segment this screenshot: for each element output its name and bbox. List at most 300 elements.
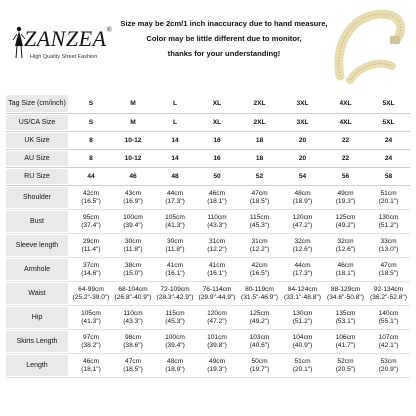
size-value: M [130,99,136,107]
inch-value: (18.9") [165,365,185,373]
inch-value: (41.7") [335,341,356,349]
row-label: Shoulder [6,187,68,208]
measurement-row [6,282,410,306]
cm-value: 76-114cm [202,285,232,293]
size-value: 2XL [253,118,266,126]
size-cell [324,150,367,168]
inch-value: (43.3") [123,317,143,325]
inch-value: (47.2") [292,221,313,229]
row-label-cell [6,354,70,378]
size-value: 16 [213,154,221,162]
inch-value: (12.2") [249,245,270,253]
note-line: thanks for your understanding! [167,49,281,58]
cm-value: 41cm [208,261,226,269]
cm-value: 30cm [124,237,142,245]
measurement-value [238,354,281,377]
inch-value: (36.2"-52.8") [370,293,407,301]
row-label-cell [6,210,70,234]
cm-value: 37cm [82,261,100,269]
size-cell [238,168,281,186]
measurement-value [70,282,112,305]
size-cell [112,168,154,186]
cm-value: 68-104cm [118,285,148,293]
cm-value: 106cm [335,333,356,341]
inch-value: (20.1") [378,197,399,205]
cm-value: 100cm [165,333,185,341]
size-value: 52 [255,172,264,180]
measurement-value [367,330,410,353]
measurement-cell [238,354,281,378]
row-label: Sleeve length [6,235,68,256]
measurement-cell [70,306,112,330]
size-value: 5XL [382,118,395,126]
inch-value: (11.8") [123,245,143,253]
size-row [6,114,410,132]
row-label: US/CA Size [6,115,68,130]
measurement-value [281,258,324,281]
measurement-cell [154,330,196,354]
note-line: Size may be 2cm/1 inch inaccuracy due to hand measure, [120,19,328,28]
measurement-cell [367,258,410,282]
measurement-value [281,282,324,305]
size-cell [281,94,324,114]
row-label: Waist [6,283,68,304]
cm-value: 48cm [294,189,311,197]
cm-value: 30cm [166,237,184,245]
inch-value: (19.7") [249,365,270,373]
cm-value: 48cm [166,357,184,365]
size-row [6,94,410,114]
inch-value: (39.4") [165,341,185,349]
size-value: 46 [129,172,137,180]
row-label: Armhole [6,259,68,280]
measurement-value [196,258,238,281]
measurement-value [70,258,112,281]
measurement-value [324,210,367,233]
cm-value: 44cm [294,261,311,269]
measurement-cell [70,234,112,258]
size-value: 3XL [296,118,309,126]
row-label: Hip [6,307,68,328]
inch-value: (29.9"-44.9") [198,293,236,301]
inch-value: (45.3") [249,221,270,229]
inch-value: (19.3") [207,365,227,373]
measurement-value [112,306,154,329]
header [6,4,410,92]
measurement-cell [112,354,154,378]
inch-value: (11.8") [165,245,185,253]
row-label: AU Size [6,151,68,166]
size-value: 10-12 [124,136,142,144]
measurement-cell [154,234,196,258]
size-cell [154,114,196,132]
measurement-value [281,186,324,209]
size-row [6,168,410,186]
inch-value: (42.1") [378,341,399,349]
size-cell [154,132,196,150]
measurement-cell [281,258,324,282]
size-value: 4XL [339,99,352,107]
size-value: 18 [255,154,264,162]
measurement-value [112,258,154,281]
cm-value: 46cm [337,261,354,269]
measurement-cell [324,234,367,258]
cm-value: 42cm [82,189,100,197]
brand-logo [8,20,118,80]
cm-value: 43cm [124,189,142,197]
row-label-cell [6,306,70,330]
size-cell [281,132,324,150]
measurement-value [367,234,410,257]
cm-value: 31cm [251,237,268,245]
inch-value: (13.0") [378,245,399,253]
inch-value: (15.0") [123,269,143,277]
size-cell [196,94,238,114]
size-value: 24 [384,136,393,144]
size-value: 56 [341,172,350,180]
measurement-value [154,210,196,233]
measurement-cell [70,186,112,210]
measurement-cell [196,186,238,210]
measuring-tape-icon [330,6,408,84]
size-value: 8 [89,154,93,162]
inch-value: (16.1") [207,269,227,277]
cm-value: 104cm [292,333,313,341]
measurement-value [154,306,196,329]
cm-value: 130cm [378,213,399,221]
size-value: 2XL [253,99,266,107]
size-value: 5XL [382,99,395,107]
measurement-cell [238,210,281,234]
measurement-value [154,234,196,257]
size-cell [196,132,238,150]
measurement-value [281,354,324,377]
row-label-cell [6,114,70,132]
inch-value: (17.3") [165,197,185,205]
size-cell [70,168,112,186]
measurement-cell [196,306,238,330]
measurement-value [196,306,238,329]
inch-value: (39.4") [123,221,143,229]
size-value: 48 [171,172,179,180]
row-label: Length [6,355,68,376]
measurement-value [367,258,410,281]
measurement-cell [196,258,238,282]
measurement-value [112,186,154,209]
inch-value: (18.1") [207,197,227,205]
measurement-value [112,282,154,305]
row-label: Bust [6,211,68,232]
size-cell [367,150,410,168]
inch-value: (11.4") [81,245,101,253]
size-value: XL [212,118,222,126]
size-value: 14 [171,136,179,144]
size-cell [196,150,238,168]
row-label: RU Size [6,169,68,184]
inch-value: (37.4") [81,221,101,229]
cm-value: 100cm [123,213,143,221]
size-value: 44 [87,172,95,180]
measurement-value [112,234,154,257]
measurement-cell [324,258,367,282]
measurement-value [238,234,281,257]
size-value: 3XL [296,99,309,107]
size-cell [324,114,367,132]
size-cell [70,150,112,168]
measurement-row [6,210,410,234]
cm-value: 95cm [82,213,100,221]
measurement-row [6,234,410,258]
cm-value: 120cm [207,309,227,317]
measurement-cell [367,210,410,234]
size-cell [70,94,112,114]
measurement-value [154,186,196,209]
inch-value: (18.9") [292,197,313,205]
measurement-row [6,258,410,282]
brand-tagline: High Quality Street Fashion [30,54,98,60]
measurement-value [281,330,324,353]
cm-value: 80-119cm [245,285,274,293]
measurement-row [6,306,410,330]
cm-value: 49cm [208,357,226,365]
size-value: 14 [171,154,179,162]
measurement-cell [196,282,238,306]
size-cell [324,94,367,114]
measurement-value [238,258,281,281]
cm-value: 125cm [335,213,356,221]
size-cell [367,114,410,132]
measurement-value [324,186,367,209]
inch-value: (39.8") [207,341,227,349]
measurement-value [238,282,281,305]
size-cell [112,114,154,132]
size-cell [154,94,196,114]
inch-value: (28.3"-42.9") [156,293,194,301]
measurement-cell [238,186,281,210]
measurement-cell [324,210,367,234]
measurement-cell [281,186,324,210]
inch-value: (20.9") [378,365,399,373]
measurement-notes [114,16,334,61]
inch-value: (26.8"-40.9") [114,293,152,301]
measurement-cell [367,306,410,330]
measurement-cell [281,210,324,234]
cm-value: 42cm [251,261,268,269]
measurement-value [367,282,410,305]
cm-value: 33cm [380,237,397,245]
cm-value: 46cm [82,357,100,365]
measurement-value [238,210,281,233]
measurement-value [70,354,112,377]
inch-value: (16.9") [123,197,143,205]
measurement-row [6,354,410,378]
cm-value: 41cm [166,261,184,269]
size-value: 16 [213,136,221,144]
measurement-value [112,330,154,353]
measurement-cell [70,354,112,378]
measurement-value [367,210,410,233]
measurement-cell [281,234,324,258]
cm-value: 47cm [124,357,142,365]
size-cell [367,94,410,114]
measurement-cell [112,186,154,210]
row-label: UK Size [6,133,68,148]
measurement-value [238,306,281,329]
cm-value: 72-109cm [160,285,190,293]
measurement-value [112,354,154,377]
inch-value: (12.6") [292,245,313,253]
size-value: 58 [384,172,393,180]
cm-value: 64-99cm [78,285,104,293]
cm-value: 88-129cm [330,285,361,293]
size-cell [196,114,238,132]
inch-value: (49.2") [335,221,356,229]
cm-value: 107cm [378,333,399,341]
measurement-value [154,282,196,305]
size-value: 10-12 [124,154,142,162]
measurement-value [154,330,196,353]
measurement-value [196,354,238,377]
measurement-cell [70,258,112,282]
measurement-value [281,210,324,233]
inch-value: (41.3") [81,317,101,325]
size-value: XL [212,99,222,107]
measurement-value [196,186,238,209]
measurement-cell [70,330,112,354]
inch-value: (53.1") [335,317,356,325]
cm-value: 32cm [294,237,311,245]
cm-value: 51cm [380,189,397,197]
cm-value: 47cm [251,189,268,197]
row-label-cell [6,282,70,306]
size-value: 20 [298,136,307,144]
measurement-cell [112,210,154,234]
row-label-cell [6,330,70,354]
cm-value: 140cm [378,309,399,317]
size-table [6,94,410,378]
measurement-value [70,234,112,257]
inch-value: (20.1") [292,365,313,373]
row-label-cell [6,132,70,150]
measurement-value [238,330,281,353]
measurement-cell [70,210,112,234]
measurement-cell [112,306,154,330]
measurement-cell [196,210,238,234]
brand-name: ZANZEA® [24,26,113,51]
size-cell [112,132,154,150]
cm-value: 97cm [82,333,100,341]
inch-value: (18.5") [249,197,270,205]
inch-value: (49.2") [249,317,270,325]
inch-value: (12.6") [335,245,356,253]
inch-value: (38.2") [81,341,101,349]
cm-value: 52cm [337,357,354,365]
inch-value: (33.1"-48.8") [284,293,321,301]
measurement-value [70,210,112,233]
measurement-cell [238,306,281,330]
size-value: M [130,118,136,126]
size-cell [281,150,324,168]
measurement-cell [367,354,410,378]
measurement-value [324,282,367,305]
cm-value: 29cm [82,237,100,245]
measurement-value [112,210,154,233]
measurement-cell [154,354,196,378]
size-cell [112,150,154,168]
inch-value: (51.2") [378,221,399,229]
inch-value: (14.6") [81,269,101,277]
measurement-value [281,306,324,329]
size-cell [70,132,112,150]
measurement-cell [238,330,281,354]
size-value: 22 [341,136,350,144]
size-cell [154,168,196,186]
size-cell [324,168,367,186]
size-cell [238,132,281,150]
measurement-cell [281,330,324,354]
inch-value: (45.3") [165,317,185,325]
measurement-cell [196,330,238,354]
measurement-cell [324,306,367,330]
inch-value: (41.3") [165,221,185,229]
inch-value: (16.1") [165,269,185,277]
measurement-cell [154,210,196,234]
cm-value: 92-134cm [373,285,404,293]
inch-value: (25.2"-39.0") [72,293,110,301]
cm-value: 120cm [292,213,313,221]
inch-value: (17.3") [292,269,313,277]
cm-value: 115cm [249,213,270,221]
size-cell [238,150,281,168]
cm-value: 84-124cm [287,285,318,293]
row-label: Skirts Length [6,331,68,352]
measurement-cell [281,282,324,306]
row-label: Tag Size (cm/inch) [6,95,68,112]
row-label-cell [6,186,70,210]
measurement-value [281,234,324,257]
inch-value: (18.1") [335,269,356,277]
measurement-cell [324,282,367,306]
measurement-cell [196,354,238,378]
inch-value: (12.2") [207,245,227,253]
measurement-cell [112,258,154,282]
inch-value: (18.5") [123,365,143,373]
measurement-cell [112,330,154,354]
measurement-cell [367,234,410,258]
size-cell [238,114,281,132]
size-row [6,132,410,150]
size-value: 54 [298,172,307,180]
size-cell [367,132,410,150]
size-value: 4XL [339,118,352,126]
measurement-value [238,186,281,209]
cm-value: 105cm [81,309,101,317]
measurement-value [196,234,238,257]
inch-value: (19.3") [335,197,356,205]
measurement-value [367,306,410,329]
cm-value: 46cm [208,189,226,197]
cm-value: 49cm [337,189,354,197]
size-value: 22 [341,154,350,162]
row-label-cell [6,168,70,186]
cm-value: 32cm [337,237,354,245]
measurement-cell [324,186,367,210]
row-label-cell [6,150,70,168]
size-value: 50 [213,172,221,180]
cm-value: 51cm [294,357,311,365]
measurement-cell [154,186,196,210]
measurement-cell [238,282,281,306]
